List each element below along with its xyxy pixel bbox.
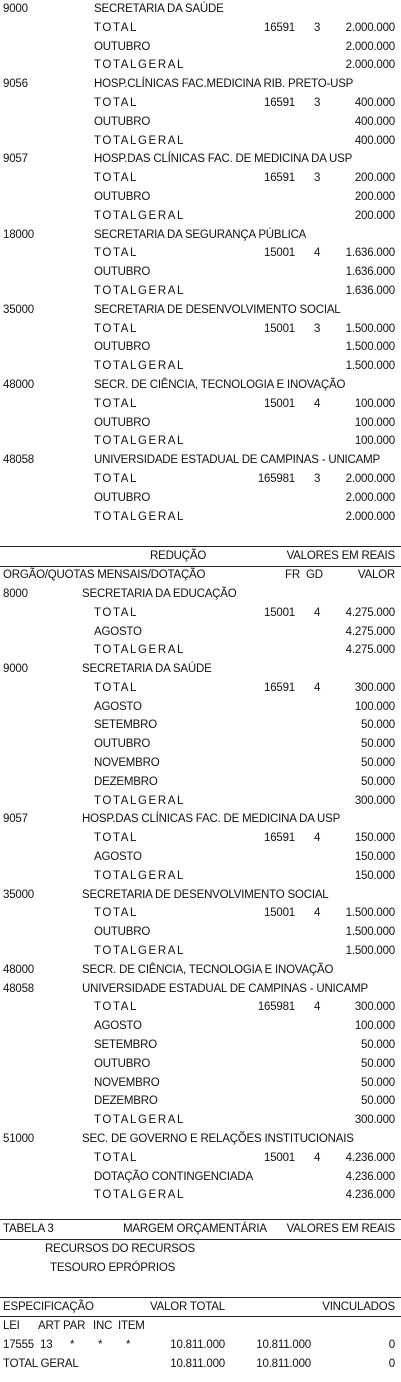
- month-label: OUTUBRO: [94, 1057, 151, 1070]
- org-row: [0, 301, 401, 320]
- fr-value: 15001: [264, 606, 295, 619]
- org-row: [0, 0, 401, 19]
- grand-total-label: TOTALGERAL: [94, 794, 185, 807]
- org-code: 18000: [3, 228, 34, 241]
- org-name: SECRETARIA DE DESENVOLVIMENTO SOCIAL: [82, 888, 329, 901]
- month-value: 50.000: [361, 1095, 395, 1108]
- org-row: [0, 585, 401, 604]
- total-row: [0, 395, 401, 414]
- table3-row: [0, 1336, 401, 1355]
- month-row: [0, 623, 401, 642]
- month-row: [0, 1074, 401, 1093]
- col-org-header: ORGÃO/QUOTAS MENSAIS/DOTAÇÃO: [3, 569, 206, 582]
- month-row: [0, 113, 401, 132]
- gd-value: 3: [314, 172, 321, 185]
- month-value: 50.000: [361, 757, 395, 770]
- total-label: TOTAL: [94, 21, 138, 34]
- total-row: [0, 604, 401, 623]
- grand-total-row: [0, 207, 401, 226]
- total-row: [0, 904, 401, 923]
- fr-value: 15001: [264, 1151, 295, 1164]
- fr-value: 16591: [264, 21, 295, 34]
- grand-total-value: 1.500.000: [345, 945, 395, 958]
- grand-total-value: 4.275.000: [345, 644, 395, 657]
- month-value: 4.236.000: [345, 1170, 395, 1183]
- month-row: [0, 1168, 401, 1187]
- org-row: [0, 451, 401, 470]
- grand-total-label: TOTALGERAL: [94, 1114, 185, 1127]
- org-code: 35000: [3, 303, 34, 316]
- org-code: 48058: [3, 454, 34, 467]
- org-name: SEC. DE GOVERNO E RELAÇÕES INSTITUCIONAIS: [82, 1133, 354, 1146]
- month-value: 50.000: [361, 1076, 395, 1089]
- month-value: 1.500.000: [345, 926, 395, 939]
- month-value: 50.000: [361, 719, 395, 732]
- month-row: [0, 698, 401, 717]
- table3-currency: VALORES EM REAIS: [286, 1223, 395, 1236]
- month-label: OUTUBRO: [94, 926, 151, 939]
- month-value: 1.636.000: [345, 266, 395, 279]
- grand-total-label: TOTALGERAL: [94, 945, 185, 958]
- org-code: 9057: [3, 153, 28, 166]
- fr-value: 16591: [264, 832, 295, 845]
- org-row: [0, 226, 401, 245]
- gd-value: 3: [314, 322, 321, 335]
- month-label: DEZEMBRO: [94, 775, 158, 788]
- grand-total-value: 2.000.000: [345, 510, 395, 523]
- month-label: OUTUBRO: [94, 738, 151, 751]
- total-row: [0, 19, 401, 38]
- grand-total-row: [0, 132, 401, 151]
- total-general-label: TOTAL GERAL: [3, 1357, 79, 1370]
- total-label: TOTAL: [94, 96, 138, 109]
- grand-total-row: [0, 1186, 401, 1205]
- table3-title: MARGEM ORÇAMENTÁRIA: [123, 1223, 267, 1236]
- total-label: TOTAL: [94, 247, 138, 260]
- org-code: 9057: [3, 813, 28, 826]
- month-row: [0, 773, 401, 792]
- addition-block: [0, 0, 401, 526]
- total-value: 4.275.000: [345, 606, 395, 619]
- month-label: OUTUBRO: [94, 40, 151, 53]
- grand-total-label: TOTALGERAL: [94, 869, 185, 882]
- grand-total-row: [0, 867, 401, 886]
- org-row: [0, 961, 401, 980]
- grand-total-row: [0, 641, 401, 660]
- month-row: [0, 716, 401, 735]
- org-code: 35000: [3, 888, 34, 901]
- month-value: 50.000: [361, 1039, 395, 1052]
- org-row: [0, 376, 401, 395]
- total-general-linked: 0: [388, 1357, 395, 1370]
- org-name: SECRETARIA DA EDUCAÇÃO: [82, 587, 237, 600]
- total-value: 1.636.000: [345, 247, 395, 260]
- linked-value: 0: [388, 1339, 395, 1352]
- fr-value: 16591: [264, 96, 295, 109]
- org-name: UNIVERSIDADE ESTADUAL DE CAMPINAS - UNICAMP: [94, 454, 380, 467]
- org-row: [0, 75, 401, 94]
- table3-label: TABELA 3: [3, 1223, 54, 1236]
- table3: [0, 1219, 401, 1374]
- total-value: 1.500.000: [345, 322, 395, 335]
- grand-total-row: [0, 282, 401, 301]
- total-row: [0, 829, 401, 848]
- month-label: OUTUBRO: [94, 341, 151, 354]
- gd-value: 4: [314, 247, 321, 260]
- table3-total-row: [0, 1355, 401, 1374]
- gd-value: 4: [314, 832, 321, 845]
- month-row: [0, 38, 401, 57]
- col-value-header: VALOR: [357, 569, 395, 582]
- org-name: SECR. DE CIÊNCIA, TECNOLOGIA E INOVAÇÃO: [82, 963, 334, 976]
- month-value: 1.500.000: [345, 341, 395, 354]
- grand-total-value: 4.236.000: [345, 1189, 395, 1202]
- month-value: 2.000.000: [345, 491, 395, 504]
- grand-total-label: TOTALGERAL: [94, 209, 185, 222]
- fr-value: 165981: [257, 472, 295, 485]
- total-value: 2.000.000: [345, 21, 395, 34]
- fr-value: 15001: [264, 322, 295, 335]
- resources-line-2: TESOURO EPRÓPRIOS: [50, 1261, 176, 1274]
- month-row: [0, 338, 401, 357]
- total-row: [0, 244, 401, 263]
- grand-total-label: TOTALGERAL: [94, 510, 185, 523]
- total-row: [0, 1149, 401, 1168]
- gd-value: 4: [314, 1151, 321, 1164]
- month-row: [0, 1017, 401, 1036]
- month-label: OUTUBRO: [94, 190, 151, 203]
- month-label: DEZEMBRO: [94, 1095, 158, 1108]
- total-label: TOTAL: [94, 1001, 138, 1014]
- org-code: 9056: [3, 78, 28, 91]
- org-name: SECR. DE CIÊNCIA, TECNOLOGIA E INOVAÇÃO: [94, 378, 346, 391]
- grand-total-label: TOTALGERAL: [94, 59, 185, 72]
- month-label: NOVEMBRO: [94, 1076, 160, 1089]
- total-row: [0, 470, 401, 489]
- month-value: 100.000: [354, 416, 395, 429]
- month-row: [0, 1055, 401, 1074]
- month-label: AGOSTO: [94, 1020, 142, 1033]
- total-value: 2.000.000: [345, 472, 395, 485]
- resources-line-1: RECURSOS DO RECURSOS: [45, 1243, 195, 1255]
- grand-total-row: [0, 792, 401, 811]
- month-row: [0, 188, 401, 207]
- month-label: SETEMBRO: [94, 1039, 157, 1052]
- fr-value: 16591: [264, 172, 295, 185]
- grand-total-label: TOTALGERAL: [94, 435, 185, 448]
- month-row: [0, 735, 401, 754]
- month-label: OUTUBRO: [94, 491, 151, 504]
- org-row: [0, 660, 401, 679]
- org-row: [0, 1130, 401, 1149]
- item-value: *: [126, 1339, 131, 1352]
- month-value: 100.000: [354, 1020, 395, 1033]
- reduction-block: [0, 585, 401, 961]
- month-label: AGOSTO: [94, 625, 142, 638]
- total-value: 300.000: [354, 681, 395, 694]
- reduction-header: [0, 546, 401, 585]
- gd-value: 4: [314, 681, 321, 694]
- org-row: [0, 810, 401, 829]
- grand-total-value: 300.000: [354, 794, 395, 807]
- month-label: OUTUBRO: [94, 115, 151, 128]
- par-value: *: [70, 1339, 75, 1352]
- lei-value: 17555: [3, 1339, 34, 1352]
- total-label: TOTAL: [94, 832, 138, 845]
- total-value: 100.000: [354, 397, 395, 410]
- total-label: TOTAL: [94, 172, 138, 185]
- gd-value: 4: [314, 397, 321, 410]
- total-value: 4.236.000: [345, 1151, 395, 1164]
- org-name: SECRETARIA DE DESENVOLVIMENTO SOCIAL: [94, 303, 341, 316]
- org-name: SECRETARIA DA SEGURANÇA PÚBLICA: [94, 228, 307, 241]
- fr-value: 15001: [264, 397, 295, 410]
- total-row: [0, 320, 401, 339]
- reduction-currency: VALORES EM REAIS: [286, 550, 395, 563]
- month-value: 150.000: [354, 851, 395, 864]
- month-label: DOTAÇÃO CONTINGENCIADA: [94, 1170, 253, 1183]
- total-label: TOTAL: [94, 1151, 138, 1164]
- month-row: [0, 489, 401, 508]
- grand-total-value: 2.000.000: [345, 59, 395, 72]
- gd-value: 3: [314, 21, 321, 34]
- fr-value: 16591: [264, 681, 295, 694]
- art-header: ART: [38, 1320, 61, 1333]
- org-code: 48000: [3, 963, 34, 976]
- grand-total-value: 150.000: [354, 869, 395, 882]
- grand-total-label: TOTALGERAL: [94, 134, 185, 147]
- org-row: [0, 150, 401, 169]
- fr-value: 165981: [257, 1001, 295, 1014]
- total-value-header: VALOR TOTAL: [150, 1300, 225, 1313]
- total-label: TOTAL: [94, 907, 138, 920]
- total-value: 200.000: [354, 172, 395, 185]
- org-name: SECRETARIA DA SAÚDE: [94, 3, 224, 15]
- month-row: [0, 754, 401, 773]
- org-row: [0, 886, 401, 905]
- org-row: [0, 980, 401, 999]
- grand-total-value: 300.000: [354, 1114, 395, 1127]
- month-value: 2.000.000: [345, 40, 395, 53]
- gd-value: 3: [314, 472, 321, 485]
- linked-header: VINCULADOS: [322, 1300, 395, 1313]
- total-row: [0, 94, 401, 113]
- total-row: [0, 679, 401, 698]
- org-name: SECRETARIA DA SAÚDE: [82, 663, 212, 676]
- total-general-resources: 10.811.000: [256, 1357, 311, 1370]
- month-value: 50.000: [361, 738, 395, 751]
- total-label: TOTAL: [94, 397, 138, 410]
- reduction-block-2: [0, 980, 401, 1206]
- total-value: 300.000: [354, 1001, 395, 1014]
- grand-total-row: [0, 1111, 401, 1130]
- inc-value: *: [98, 1339, 103, 1352]
- month-label: OUTUBRO: [94, 416, 151, 429]
- org-code: 9000: [3, 663, 28, 676]
- grand-total-label: TOTALGERAL: [94, 644, 185, 657]
- resources-value: 10.811.000: [256, 1339, 311, 1352]
- gd-value: 4: [314, 1001, 321, 1014]
- total-label: TOTAL: [94, 681, 138, 694]
- grand-total-row: [0, 432, 401, 451]
- spec-header: ESPECIFICAÇÃO: [3, 1300, 94, 1313]
- lei-header: LEI: [3, 1320, 20, 1333]
- col-gd-header: GD: [306, 569, 323, 582]
- total-value: 150.000: [354, 832, 395, 845]
- month-row: [0, 414, 401, 433]
- total-value: 10.811.000: [170, 1339, 225, 1352]
- month-row: [0, 263, 401, 282]
- org-name: HOSP.DAS CLÍNICAS FAC. DE MEDICINA DA USP: [94, 153, 353, 166]
- total-label: TOTAL: [94, 322, 138, 335]
- grand-total-label: TOTALGERAL: [94, 1189, 185, 1202]
- grand-total-value: 200.000: [354, 209, 395, 222]
- total-row: [0, 998, 401, 1017]
- total-label: TOTAL: [94, 606, 138, 619]
- grand-total-row: [0, 56, 401, 75]
- grand-total-value: 1.636.000: [345, 284, 395, 297]
- item-header: ITEM: [118, 1320, 145, 1333]
- gd-value: 3: [314, 96, 321, 109]
- art-value: 13: [40, 1339, 53, 1352]
- month-value: 100.000: [354, 700, 395, 713]
- gd-value: 4: [314, 907, 321, 920]
- gd-value: 4: [314, 606, 321, 619]
- month-row: [0, 1036, 401, 1055]
- org-name: HOSP.DAS CLÍNICAS FAC. DE MEDICINA DA USP: [82, 813, 341, 826]
- fr-value: 15001: [264, 907, 295, 920]
- month-value: 50.000: [361, 775, 395, 788]
- grand-total-label: TOTALGERAL: [94, 360, 185, 373]
- total-row: [0, 169, 401, 188]
- grand-total-row: [0, 508, 401, 527]
- fr-value: 15001: [264, 247, 295, 260]
- month-row: [0, 848, 401, 867]
- grand-total-value: 1.500.000: [345, 360, 395, 373]
- org-code: 9000: [3, 3, 28, 15]
- grand-total-value: 400.000: [354, 134, 395, 147]
- col-fr-header: FR: [285, 569, 300, 582]
- month-value: 400.000: [354, 115, 395, 128]
- total-value: 400.000: [354, 96, 395, 109]
- month-value: 200.000: [354, 190, 395, 203]
- par-header: PAR: [63, 1320, 86, 1333]
- month-label: SETEMBRO: [94, 719, 157, 732]
- month-label: NOVEMBRO: [94, 757, 160, 770]
- total-general-value: 10.811.000: [170, 1357, 225, 1370]
- month-label: AGOSTO: [94, 700, 142, 713]
- month-row: [0, 1092, 401, 1111]
- month-value: 50.000: [361, 1057, 395, 1070]
- total-label: TOTAL: [94, 472, 138, 485]
- inc-header: INC: [93, 1320, 113, 1333]
- reduction-title: REDUÇÃO: [150, 550, 207, 563]
- month-label: AGOSTO: [94, 851, 142, 864]
- grand-total-row: [0, 357, 401, 376]
- month-value: 4.275.000: [345, 625, 395, 638]
- month-row: [0, 923, 401, 942]
- org-code: 51000: [3, 1133, 34, 1146]
- org-code: 8000: [3, 587, 28, 600]
- org-name: UNIVERSIDADE ESTADUAL DE CAMPINAS - UNICAMP: [82, 982, 368, 995]
- grand-total-label: TOTALGERAL: [94, 284, 185, 297]
- org-name: HOSP.CLÍNICAS FAC.MEDICINA RIB. PRETO-USP: [94, 78, 354, 91]
- grand-total-value: 100.000: [354, 435, 395, 448]
- month-label: OUTUBRO: [94, 266, 151, 279]
- org-code: 48058: [3, 982, 34, 995]
- total-value: 1.500.000: [345, 907, 395, 920]
- org-code: 48000: [3, 378, 34, 391]
- grand-total-row: [0, 942, 401, 961]
